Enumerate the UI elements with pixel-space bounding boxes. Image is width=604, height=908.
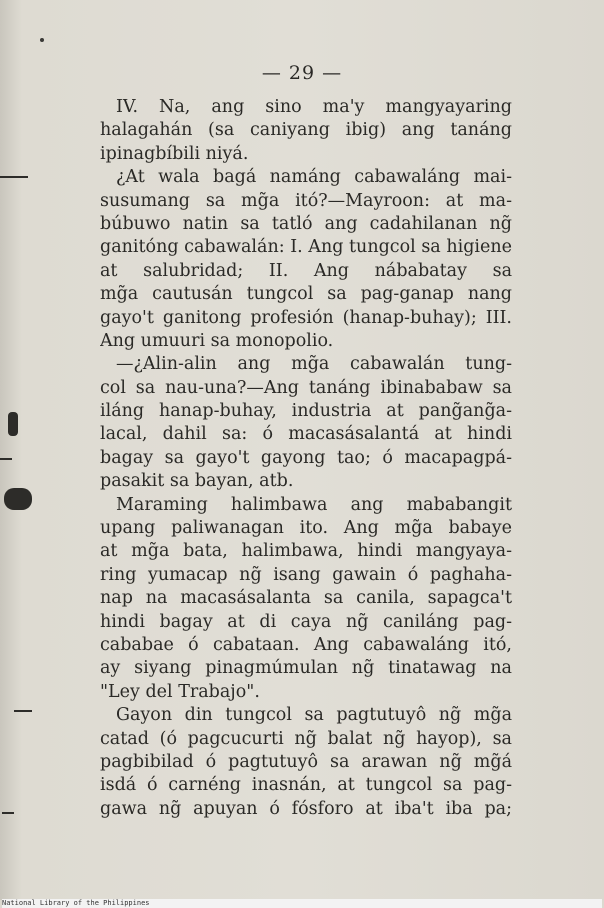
text-line: at salubridad; II. Ang nábabatay sa: [100, 260, 512, 281]
text-line: upang paliwanagan ito. Ang mg̃a babaye: [100, 518, 512, 539]
scan-speck: [40, 38, 44, 42]
binding-mark: [0, 458, 12, 460]
text-line: Ang umuuri sa monopolio.: [100, 330, 334, 351]
binding-mark: [0, 176, 28, 178]
text-line: susumang sa mg̃a itó?—Mayroon: at ma-: [100, 190, 512, 211]
text-line: isdá ó carnéng inasnán, at tungcol sa pag-: [100, 775, 512, 796]
binding-mark: [8, 412, 18, 436]
text-line: gayo't ganitong profesión (hanap-buhay); III.: [100, 307, 512, 328]
text-line: lacal, dahil sa: ó macasásalantá at hindi: [100, 424, 512, 445]
text-line: pasakit sa bayan, atb.: [100, 471, 294, 492]
text-line: ganitóng cabawalán: I. Ang tungcol sa higiene: [100, 237, 512, 258]
binding-mark: [14, 710, 32, 712]
binding-mark: [4, 488, 32, 510]
text-line: Maraming halimbawa ang mababangit: [116, 494, 512, 515]
text-line: pagbibilad ó pagtutuyô sa arawan ng̃ mg̃á: [100, 751, 512, 772]
text-line: iláng hanap-buhay, industria at pang̃ang̃a-: [100, 401, 512, 422]
text-line: nap na macasásalanta sa canila, sapagca't: [100, 588, 512, 609]
text-line: col sa nau-una?—Ang tanáng ibinababaw sa: [100, 377, 512, 398]
text-line: ipinagbíbili niyá.: [100, 143, 249, 164]
text-line: ring yumacap ng̃ isang gawain ó paghaha-: [100, 564, 512, 585]
text-line: mg̃a cautusán tungcol sa pag-ganap nang: [100, 284, 512, 305]
text-line: ay siyang pinagmúmulan ng̃ tinatawag na: [100, 658, 512, 679]
text-line: búbuwo natin sa tatló ang cadahilanan ng̃: [100, 213, 512, 234]
text-line: catad (ó pagcucurti ng̃ balat ng̃ hayop), sa: [100, 728, 512, 749]
text-line: gawa ng̃ apuyan ó fósforo at iba't iba pa;: [100, 798, 512, 819]
text-line: IV. Na, ang sino ma'y mangyayaring: [116, 97, 512, 117]
text-line: —¿Alin-alin ang mg̃a cabawalán tung-: [116, 354, 512, 375]
text-line: "Ley del Trabajo".: [100, 681, 260, 702]
library-credit: National Library of the Philippines: [2, 899, 602, 908]
text-line: halagahán (sa caniyang ibig) ang tanáng: [100, 120, 512, 141]
text-line: hindi bagay at di caya ng̃ caniláng pag-: [100, 611, 512, 632]
page-number: — 29 —: [261, 62, 343, 84]
text-line: Gayon din tungcol sa pagtutuyô ng̃ mg̃a: [116, 705, 512, 726]
binding-mark: [2, 812, 14, 814]
body-text: [100, 96, 512, 821]
text-line: bagay sa gayo't gayong tao; ó macapagpá-: [100, 447, 512, 468]
text-line: at mg̃a bata, halimbawa, hindi mangyaya-: [100, 541, 512, 562]
text-line: ¿At wala bagá namáng cabawaláng mai-: [116, 167, 512, 188]
text-line: cababae ó cabataan. Ang cabawaláng itó,: [100, 634, 512, 655]
